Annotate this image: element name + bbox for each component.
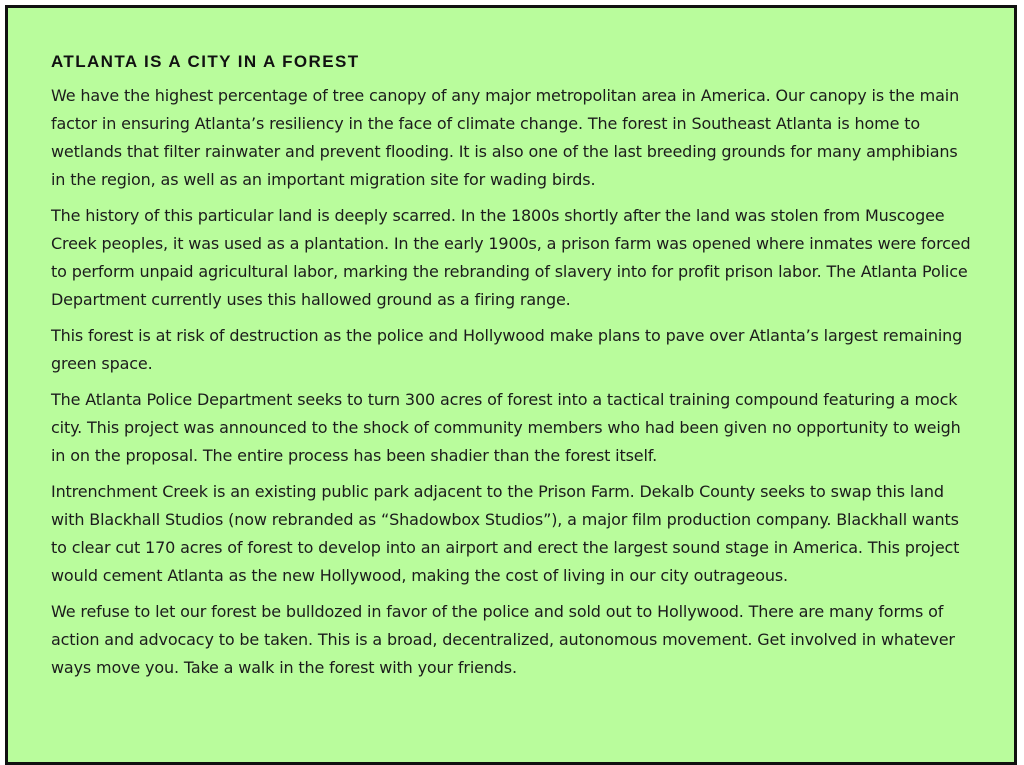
paragraph-call-to-action: We refuse to let our forest be bulldozed in favor of the police and sold out to Hollywood. There are many forms of action and advocacy to be taken. This is a broad, decentralized, autonomous movement. Get involved in whatever ways move you. Take a walk in the forest with your friends. [51,602,955,677]
paragraph-police-compound: The Atlanta Police Department seeks to turn 300 acres of forest into a tactical training compound featuring a mock city. This project was announced to the shock of community members who had been given no opportunity to weigh in on the proposal. The entire process has been shadier than the forest itself. [51,390,961,465]
section-heading: ATLANTA IS A CITY IN A FOREST [51,52,360,71]
paragraph-risk: This forest is at risk of destruction as the police and Hollywood make plans to pave over Atlanta’s largest remaining green space. [51,326,963,373]
paragraph-canopy: We have the highest percentage of tree canopy of any major metropolitan area in America. Our canopy is the main factor in ensuring Atlanta’s resiliency in the face of climate change. The forest in Southeast Atlanta is home to wetlands that filter rainwater and prevent flooding. It is also one of the last breeding grounds for many amphibians in the region, as well as an important migration site for wading birds. [51,86,960,189]
paragraph-history: The history of this particular land is deeply scarred. In the 1800s shortly after the land was stolen from Muscogee Creek peoples, it was used as a plantation. In the early 1900s, a prison farm was opened where inmates were forced to perform unpaid agricultural labor, marking the rebranding of slavery into for profit prison labor. The Atlanta Police Department currently uses this hallowed ground as a firing range. [51,206,971,309]
content-panel [5,5,1017,765]
paragraph-intrenchment-creek: Intrenchment Creek is an existing public park adjacent to the Prison Farm. Dekalb County seeks to swap this land with Blackhall Studios (now rebranded as “Shadowbox Studios”), a major film production company. Blackhall wants to clear cut 170 acres of forest to develop into an airport and erect the largest sound stage in America. This project would cement Atlanta as the new Hollywood, making the cost of living in our city outrageous. [51,482,960,585]
